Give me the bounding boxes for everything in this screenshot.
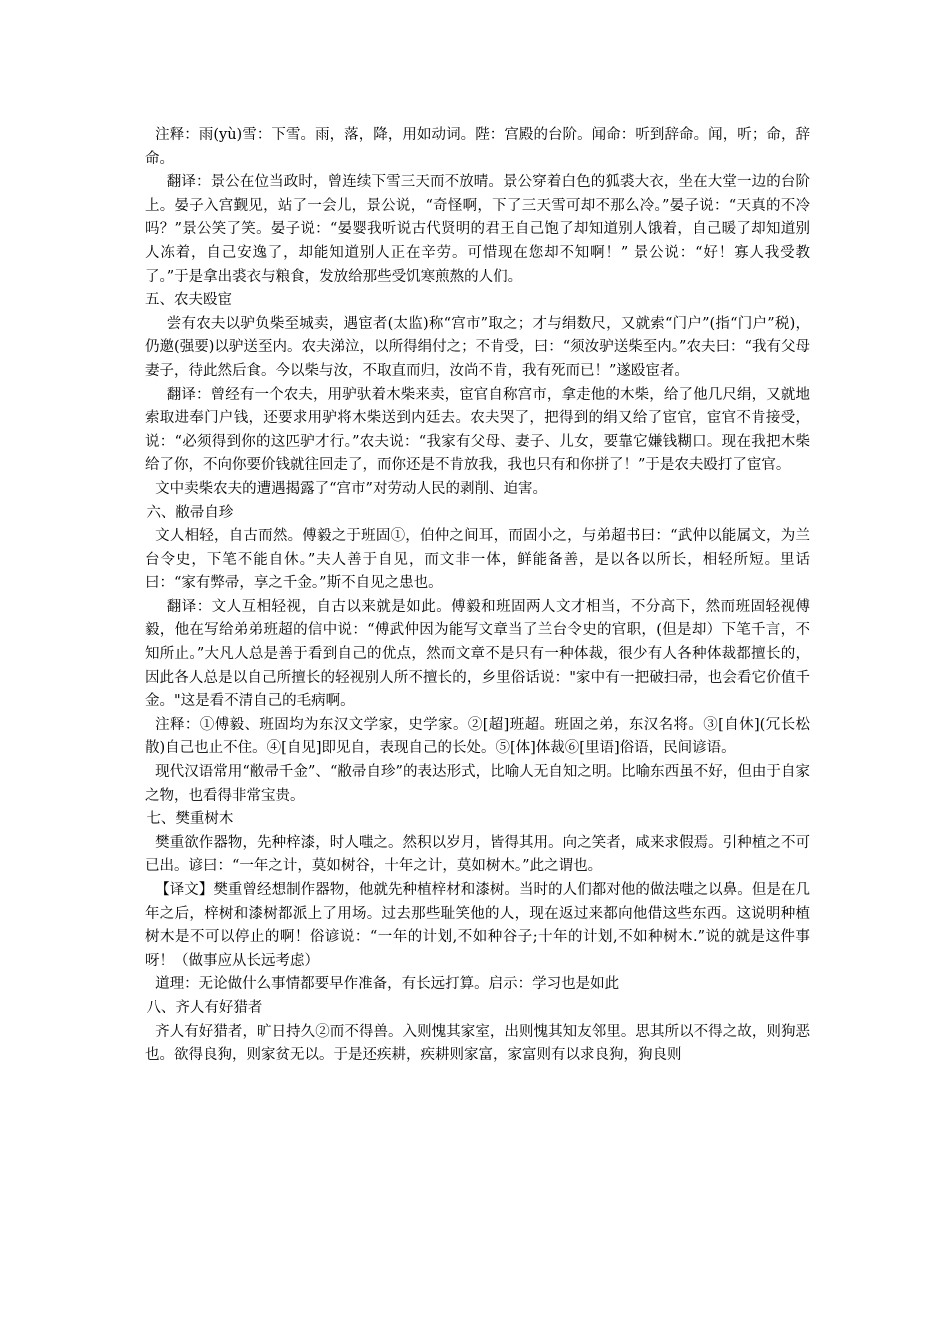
paragraph: 翻译：文人互相轻视，自古以来就是如此。傅毅和班固两人文才相当，不分高下，然而班固轻视傅毅，他在写给弟弟班超的信中说：“傅武仲因为能写文章当了兰台令史的官职，(但是却）下笔千言，不知所止。”大凡人总是善于看到自己的优点，然而文章不是只有一种体裁，很少有人各种体裁都擅长的，因此各人总是以自己所擅长的轻视别人所不擅长的，乡里俗话说："家中有一把破扫帚，也会看它价值千金。"这是看不清自己的毛病啊。: [145, 598, 810, 710]
paragraph: 樊重欲作器物，先种梓漆，时人嗤之。然积以岁月，皆得其用。向之笑者，咸来求假焉。引种植之不可已出。谚曰：“一年之计，莫如树谷，十年之计，莫如树木。”此之谓也。: [145, 834, 810, 875]
paragraph: 翻译：景公在位当政时，曾连续下雪三天而不放晴。景公穿着白色的狐裘大衣，坐在大堂一边的台阶上。晏子入宫觐见，站了一会儿，景公说，“奇怪啊，下了三天雪可却不那么冷。”晏子说：“天真的不冷吗？”景公笑了笑。晏子说：“晏婴我听说古代贤明的君王自己饱了却知道别人饿着，自己暖了却知道别人冻着，自己安逸了，却能知道别人正在辛劳。可惜现在您却不知啊！” 景公说：“好！寡人我受教了。”于是拿出裘衣与粮食，发放给那些受饥寒煎熬的人们。: [145, 174, 810, 285]
section-heading: 七、樊重树木: [146, 811, 234, 828]
paragraph: 【译文】樊重曾经想制作器物，他就先种植梓材和漆树。当时的人们都对他的做法嗤之以鼻。但是在几年之后，梓树和漆树都派上了用场。过去那些耻笑他的人，现在返过来都向他借这些东西。这说明种植树木是不可以停止的啊！俗谚说：“一年的计划,不如种谷子;十年的计划,不如种树木.”说的就是这件事呀！（做事应从长远考虑）: [145, 882, 810, 969]
paragraph: 文人相轻，自古而然。傅毅之于班固①，伯仲之间耳，而固小之，与弟超书曰：“武仲以能属文，为兰台令史，下笔不能自休。”夫人善于自见，而文非一体，鲜能备善，是以各以所长，相轻所短。里话曰：“家有弊帚，享之千金。”斯不自见之患也。: [145, 528, 810, 592]
document-page: [145, 124, 810, 1068]
section-heading: 五、农夫殴宦: [145, 292, 232, 309]
section-heading: 八、齐人有好猎者: [146, 999, 263, 1016]
section-heading: 六、敝帚自珍: [146, 504, 234, 521]
paragraph: 齐人有好猎者，旷日持久②而不得兽。入则愧其家室，出则愧其知友邻里。思其所以不得之故，则狗恶也。欲得良狗，则家贫无以。于是还疾耕，疾耕则家富，家富则有以求良狗，狗良则: [145, 1023, 810, 1064]
paragraph: 注释：①傅毅、班固均为东汉文学家，史学家。②[超]班超。班固之弟，东汉名将。③[自休](冗长松散)自己也止不住。④[自见]即见自，表现自己的长处。⑤[体]体裁⑥[里语]俗语，民间谚语。: [145, 716, 810, 757]
paragraph: 翻译：曾经有一个农夫，用驴驮着木柴来卖，宦官自称宫市，拿走他的木柴，给了他几尺绢，又就地索取进奉门户钱，还要求用驴将木柴送到内廷去。农夫哭了，把得到的绢又给了宦官，宦官不肯接受，说：“必须得到你的这匹驴才行。”农夫说：“我家有父母、妻子、儿女，要靠它嫌钱糊口。现在我把木柴给了你，不向你要价钱就往回走了，而你还是不肯放我，我也只有和你拼了！”于是农夫殴打了宦官。: [145, 386, 810, 474]
paragraph: 注释：雨(yù)雪：下雪。雨，落，降，用如动词。陛：宫殿的台阶。闻命：听到辞命。闻，听；命，辞命。: [145, 127, 810, 167]
paragraph: 文中卖柴农夫的遭遇揭露了“宫市”对劳动人民的剥削、迫害。: [155, 480, 547, 497]
paragraph: 尝有农夫以驴负柴至城卖，遇宦者(太监)称“宫市”取之；才与绢数尺，又就索“门户”(指“门户”税)，仍邀(强要)以驴送至内。农夫涕泣，以所得绢付之；不肯受，曰：“须汝驴送柴至内。”农夫曰：“我有父母妻子，待此然后食。今以柴与汝，不取直而归，汝尚不肯，我有死而已！”遂殴宦者。: [145, 315, 810, 379]
paragraph: 现代汉语常用“敝帚千金”、“敝帚自珍”的表达形式，比喻人无自知之明。比喻东西虽不好，但由于自家之物，也看得非常宝贵。: [145, 764, 810, 804]
paragraph: 道理：无论做什么事情都要早作准备，有长远打算。启示：学习也是如此: [155, 976, 620, 993]
